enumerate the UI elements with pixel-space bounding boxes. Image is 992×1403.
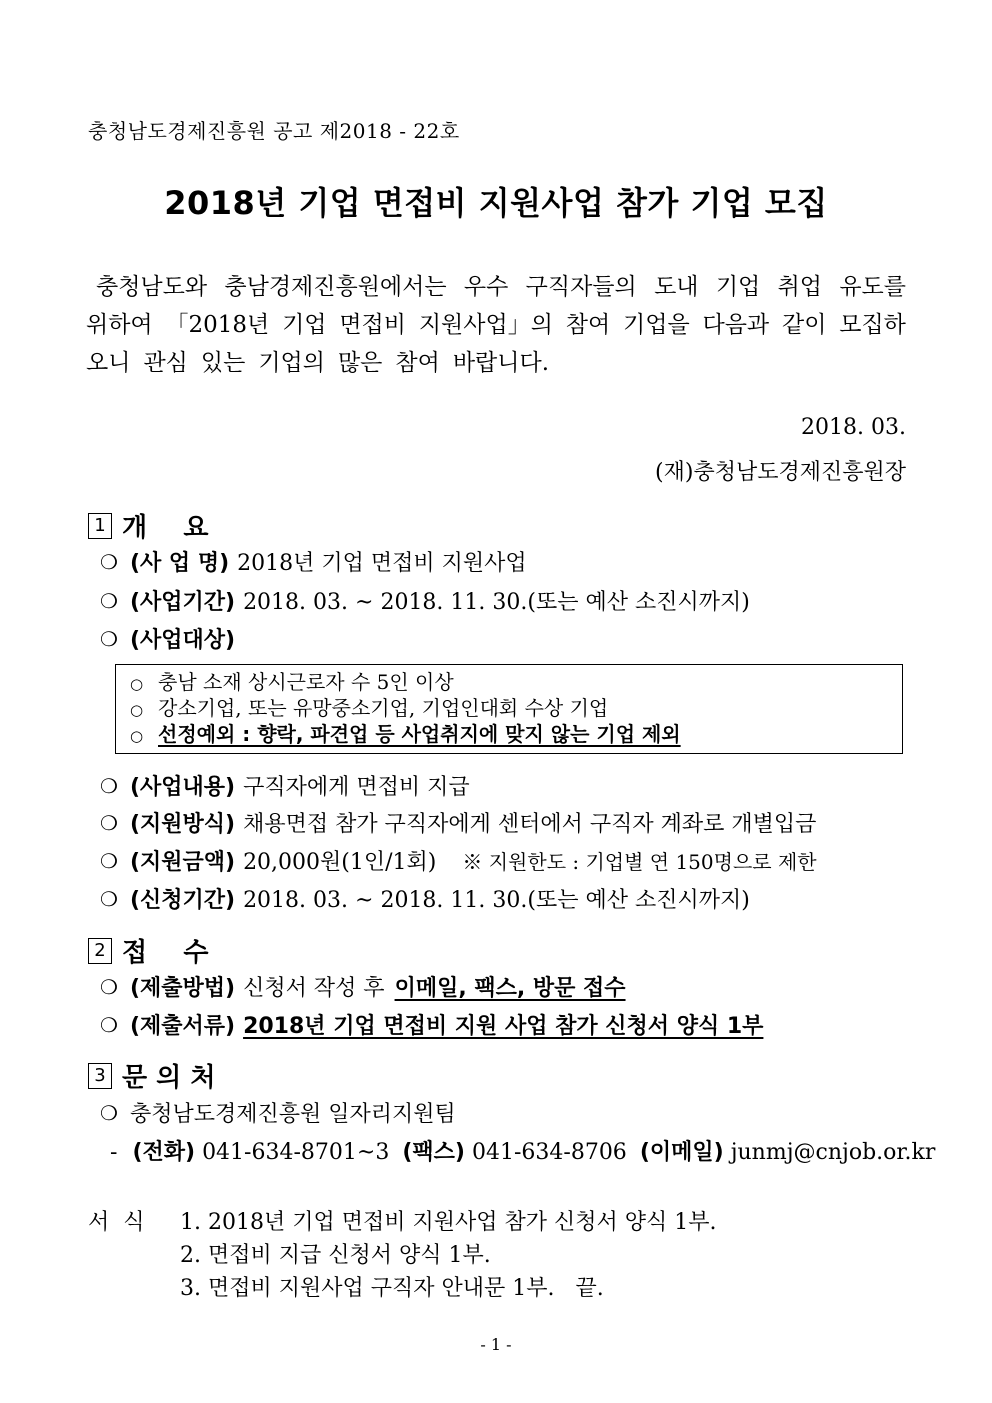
item-text: 구직자에게 면접비 지급 bbox=[243, 775, 470, 800]
contact-details bbox=[110, 1135, 935, 1166]
intro-word: 「2018년 bbox=[165, 312, 270, 338]
overview-item-amount bbox=[100, 845, 817, 876]
intro-word: 모집하 bbox=[839, 312, 906, 338]
intro-word: 기업 bbox=[282, 312, 327, 338]
circle-bullet-icon: ❍ bbox=[100, 974, 118, 999]
criteria-exclusion-text: 선정예외 : 향락, 파견업 등 사업취지에 맞지 않는 기업 제외 bbox=[158, 722, 681, 746]
intro-word: 기업 bbox=[715, 274, 761, 300]
item-text: 20,000원(1인/1회) bbox=[243, 850, 437, 875]
contact-organization bbox=[100, 1097, 456, 1128]
section2-number: 2 bbox=[88, 938, 112, 964]
intro-paragraph bbox=[86, 268, 906, 382]
bullet-icon: ○ bbox=[130, 727, 144, 745]
submission-documents bbox=[100, 1009, 763, 1040]
item-text: 채용면접 참가 구직자에게 센터에서 구직자 계좌로 개별입금 bbox=[243, 812, 817, 837]
intro-word: 도내 bbox=[654, 274, 699, 300]
intro-word: 면접비 bbox=[339, 312, 406, 338]
fax-label: (팩스) bbox=[402, 1140, 465, 1165]
section1-heading bbox=[88, 507, 208, 544]
item-label: (신청기간) bbox=[129, 888, 236, 913]
circle-bullet-icon: ❍ bbox=[100, 810, 118, 835]
dash-icon: - bbox=[110, 1140, 118, 1165]
org-name: 충청남도경제진흥원 일자리지원팀 bbox=[129, 1102, 456, 1127]
form-line-2: 2. 면접비 지급 신청서 양식 1부. bbox=[180, 1243, 491, 1268]
intro-word: 충남경제진흥원에서는 bbox=[224, 274, 447, 300]
item-note: ※ 지원한도 : 기업별 연 150명으로 제한 bbox=[462, 850, 817, 874]
form-line-3: 3. 면접비 지원사업 구직자 안내문 1부. 끝. bbox=[180, 1276, 604, 1301]
section3-title: 문 의 처 bbox=[122, 1063, 216, 1093]
overview-item-apply-period bbox=[100, 883, 750, 914]
intro-word: 충청남도와 bbox=[96, 274, 208, 300]
target-criteria-box bbox=[115, 664, 903, 754]
forms-label: 서 식 bbox=[88, 1210, 145, 1235]
form-line-1: 1. 2018년 기업 면접비 지원사업 참가 신청서 양식 1부. bbox=[180, 1210, 717, 1235]
issuer-name: (재)충청남도경제진흥원장 bbox=[655, 460, 906, 485]
criteria-text: 충남 소재 상시근로자 수 5인 이상 bbox=[158, 670, 454, 694]
notice-number: 충청남도경제진흥원 공고 제2018 - 22호 bbox=[88, 119, 460, 143]
circle-bullet-icon: ❍ bbox=[100, 549, 118, 574]
intro-word: 우수 bbox=[463, 274, 509, 300]
section2-heading bbox=[88, 932, 208, 969]
section1-title: 개 요 bbox=[122, 513, 209, 543]
intro-word: 오니 bbox=[86, 350, 131, 376]
intro-word: 유도를 bbox=[839, 274, 906, 300]
bullet-icon: ○ bbox=[130, 675, 144, 693]
email-address[interactable]: junmj@cnjob.or.kr bbox=[730, 1140, 936, 1165]
overview-item-content bbox=[100, 770, 470, 801]
item-text: 2018. 03. ~ 2018. 11. 30.(또는 예산 소진시까지) bbox=[243, 888, 750, 913]
intro-word: 참여 bbox=[565, 312, 611, 338]
intro-line-3 bbox=[86, 344, 906, 382]
item-emphasis: 이메일, 팩스, 방문 접수 bbox=[394, 976, 626, 1001]
circle-bullet-icon: ❍ bbox=[100, 886, 118, 911]
phone-label: (전화) bbox=[132, 1140, 196, 1165]
overview-item-period bbox=[100, 585, 750, 616]
page-number: - 1 - bbox=[480, 1335, 512, 1354]
document-title: 2018년 기업 면접비 지원사업 참가 기업 모집 bbox=[164, 184, 828, 222]
intro-word: 기업을 bbox=[623, 312, 690, 338]
overview-item-method bbox=[100, 807, 816, 838]
circle-bullet-icon: ❍ bbox=[100, 588, 118, 613]
section2-title: 접 수 bbox=[122, 938, 209, 968]
item-label: (지원금액) bbox=[129, 850, 236, 875]
submission-method bbox=[100, 971, 626, 1002]
section3-heading bbox=[88, 1057, 215, 1094]
item-label: (사업대상) bbox=[129, 628, 236, 653]
item-label: (사업기간) bbox=[129, 590, 236, 615]
intro-line-2 bbox=[86, 306, 906, 344]
intro-word: 다음과 bbox=[702, 312, 770, 338]
item-text: 2018. 03. ~ 2018. 11. 30.(또는 예산 소진시까지) bbox=[243, 590, 750, 615]
criteria-line-2 bbox=[130, 695, 902, 721]
intro-word: 바랍니다. bbox=[452, 350, 550, 376]
item-label: (제출방법) bbox=[129, 976, 236, 1001]
intro-word: 있는 bbox=[200, 350, 246, 376]
intro-word: 기업의 bbox=[258, 350, 325, 376]
intro-word: 관심 bbox=[143, 350, 188, 376]
item-label: (제출서류) bbox=[129, 1014, 236, 1039]
circle-bullet-icon: ❍ bbox=[100, 848, 118, 873]
overview-item-name bbox=[100, 546, 527, 577]
phone-number: 041-634-8701~3 bbox=[202, 1140, 390, 1165]
intro-word: 구직자들의 bbox=[525, 274, 637, 300]
circle-bullet-icon: ❍ bbox=[100, 1100, 118, 1125]
circle-bullet-icon: ❍ bbox=[100, 626, 118, 651]
intro-word: 많은 bbox=[337, 350, 383, 376]
intro-line-1 bbox=[86, 268, 906, 306]
item-text: 2018년 기업 면접비 지원사업 bbox=[237, 551, 527, 576]
circle-bullet-icon: ❍ bbox=[100, 1012, 118, 1037]
section1-number: 1 bbox=[88, 513, 112, 539]
item-emphasis: 2018년 기업 면접비 지원 사업 참가 신청서 양식 1부 bbox=[243, 1014, 764, 1039]
item-label: (사업내용) bbox=[129, 775, 236, 800]
fax-number: 041-634-8706 bbox=[471, 1140, 627, 1165]
intro-word: 지원사업」의 bbox=[418, 312, 553, 338]
intro-word: 같이 bbox=[781, 312, 827, 338]
criteria-line-1 bbox=[130, 669, 902, 695]
item-label: (지원방식) bbox=[129, 812, 236, 837]
intro-word: 참여 bbox=[395, 350, 440, 376]
criteria-text: 강소기업, 또는 유망중소기업, 기업인대회 수상 기업 bbox=[158, 696, 609, 720]
criteria-line-3 bbox=[130, 721, 902, 747]
section3-number: 3 bbox=[88, 1063, 112, 1089]
bullet-icon: ○ bbox=[130, 701, 144, 719]
item-text: 신청서 작성 후 bbox=[243, 976, 385, 1001]
circle-bullet-icon: ❍ bbox=[100, 773, 118, 798]
overview-item-target bbox=[100, 623, 243, 654]
intro-word: 취업 bbox=[777, 274, 822, 300]
notice-date: 2018. 03. bbox=[801, 415, 906, 440]
intro-word: 위하여 bbox=[86, 312, 153, 338]
item-label: (사 업 명) bbox=[129, 551, 230, 576]
email-label: (이메일) bbox=[639, 1140, 724, 1165]
